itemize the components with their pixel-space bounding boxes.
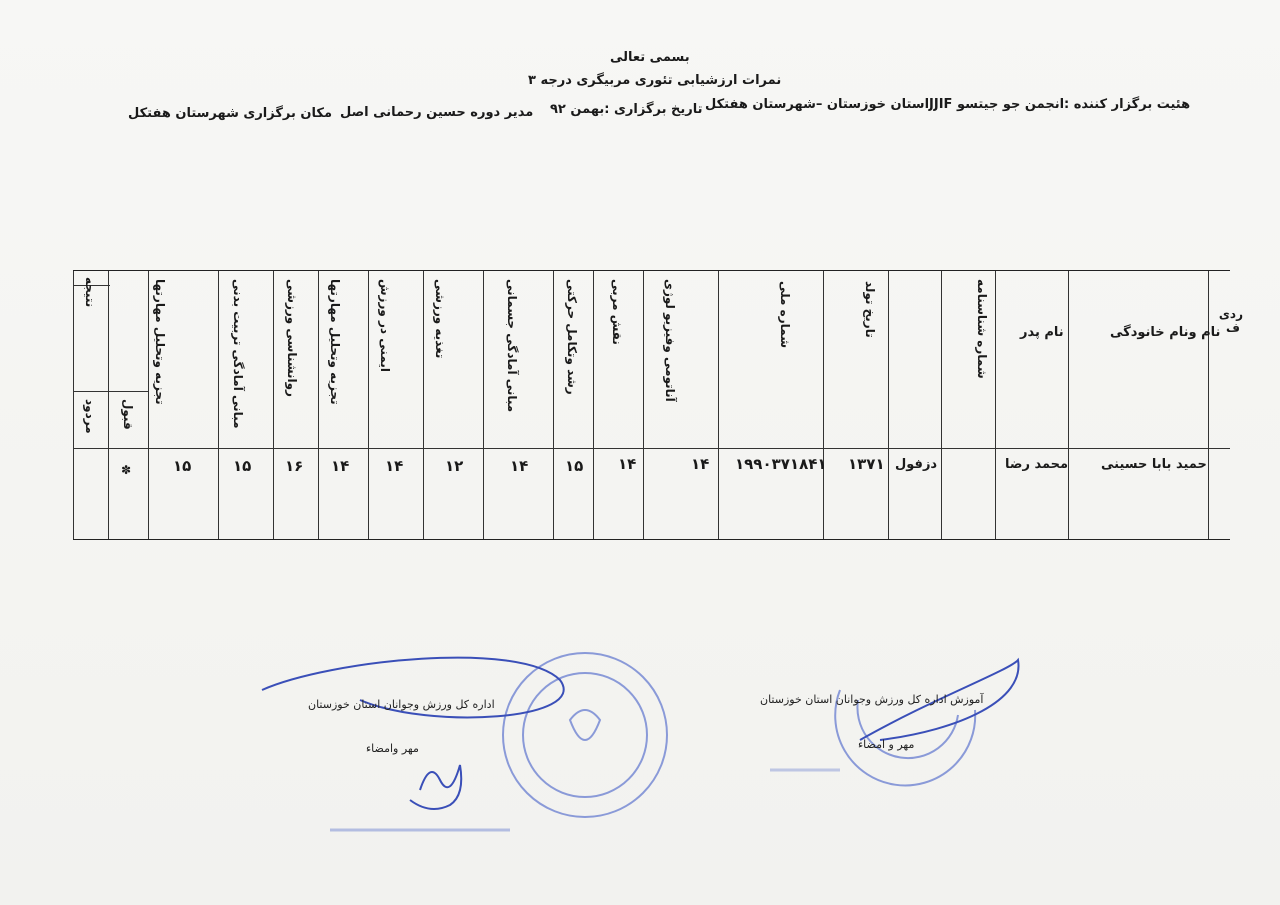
cell-coach-role: ۱۴ [618,455,637,473]
col-header-result: نتیجه [83,277,97,308]
col-header-row: ردی ف [1218,307,1243,335]
cell-national-id: ۱۹۹۰۳۷۱۸۴۱ [735,455,827,473]
col-header-skill-analysis-2: تجزیه وتحلیل مهارتها [153,279,167,405]
col-header-rejected: مردود [83,399,97,434]
col-header-physical-fitness: مبانی آمادگی جسمانی [505,279,519,413]
organizer-text: هئیت برگزار کننده :انجمن جو جیتسو JJIFاستان خوزستان –شهرستان هفتکل [705,97,1191,112]
left-org-text: اداره کل ورزش وجوانان استان خوزستان [308,698,495,711]
col-header-birth-date: تاریخ تولد [863,281,877,338]
cell-physical-fitness: ۱۴ [510,457,529,475]
col-header-id-number: شماره شناسنامه [975,279,989,379]
col-header-father-name: نام پدر [1020,325,1064,340]
director-text: مدیر دوره حسین رحمانی اصل [340,105,534,120]
cell-motor-development: ۱۵ [565,457,584,475]
basmala: بسمی تعالی [610,50,690,65]
col-header-coach-role: نقش مربی [610,279,624,345]
left-seal-text: مهر وامضاء [366,742,419,755]
handwritten-signature-icon [410,765,461,809]
col-header-motor-development: رشد وتکامل حرکتی [565,279,579,395]
col-header-full-name: نام ونام خانودگی [1110,325,1221,340]
cell-full-name: حمید بابا حسینی [1101,457,1207,472]
col-header-pe-readiness: مبانی آمادگی تربیت بدنی [231,279,245,429]
cell-sports-nutrition: ۱۲ [445,457,464,475]
cell-skill-analysis-1: ۱۴ [331,457,350,475]
cell-birth-date: ۱۳۷۱ [848,455,885,473]
cell-skill-analysis-2: ۱۵ [173,457,192,475]
col-header-skill-analysis-1: تجزیه وتحلیل مهارتها [328,279,342,405]
cell-father-name: محمد رضا [1005,457,1069,472]
cell-pe-readiness: ۱۵ [233,457,252,475]
page-title: نمرات ارزشیابی تئوری مربیگری درجه ۳ [528,73,782,88]
right-org-text: آموزش اداره کل ورزش وجوانان استان خوزستان [760,693,984,706]
col-header-sports-safety: ایمنی در ورزش [378,279,392,372]
cell-birth-place: دزفول [895,457,938,472]
col-header-sports-psychology: روانشناسی ورزشی [285,279,299,397]
right-seal-text: مهر و امضاء [858,738,915,751]
cell-sports-safety: ۱۴ [385,457,404,475]
venue-text: مکان برگزاری شهرستان هفتکل [128,106,332,121]
cell-sports-psychology: ۱۶ [285,457,304,475]
left-round-seal-icon [503,653,667,817]
date-text: تاریخ برگزاری :بهمن ۹۲ [550,102,703,117]
col-header-sports-nutrition: تغذیه ورزشی [433,279,447,359]
col-header-accepted: قبول [121,399,135,430]
cell-accepted-mark: ✽ [121,463,132,477]
col-header-national-id: شماره ملی [778,281,792,348]
col-header-anatomy: آناتومی وفیزیو لوژی [663,279,677,402]
cell-anatomy: ۱۴ [691,455,710,473]
